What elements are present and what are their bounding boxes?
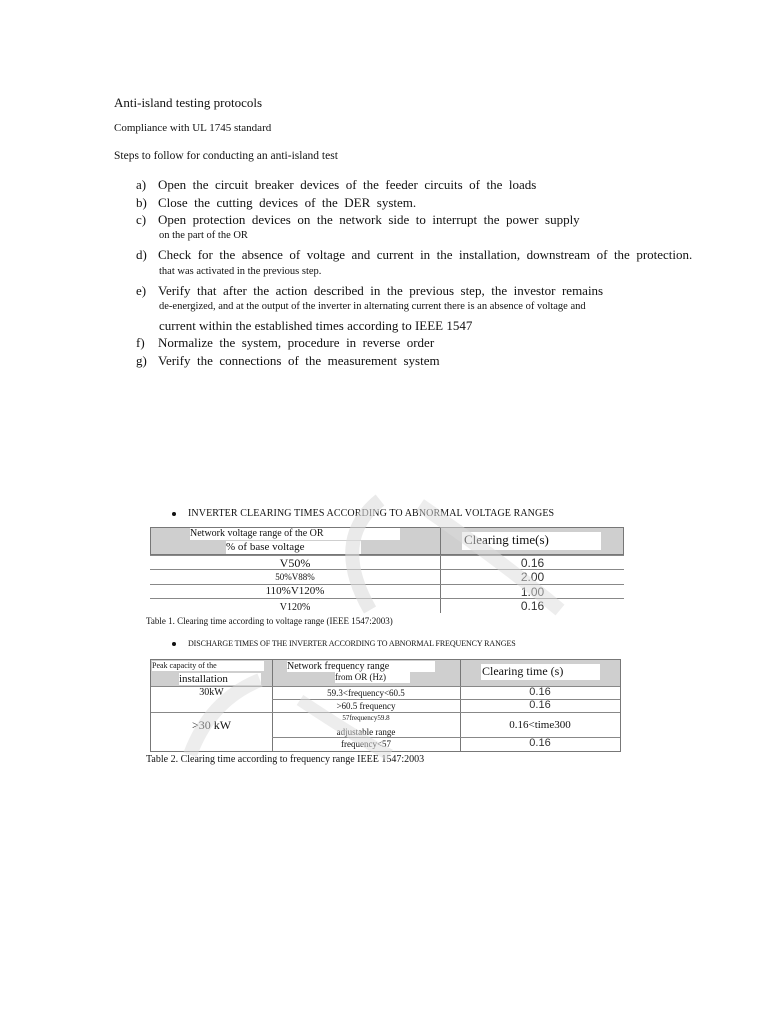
- header-col1-line1: Peak capacity of the: [152, 661, 264, 671]
- step-c: [136, 212, 580, 228]
- step-e: [136, 283, 603, 299]
- capacity-cell: 30kW: [199, 687, 224, 698]
- clearing-time-cell: 2.00: [520, 570, 545, 584]
- frequency-range-note: adjustable range: [336, 727, 396, 737]
- step-label: g): [136, 353, 147, 368]
- header-left-line1: Network voltage range of the OR: [190, 528, 400, 540]
- clearing-time-cell: 0.16: [529, 737, 551, 749]
- step-label: c): [136, 212, 147, 227]
- step-text: Check for the absence of voltage and current in the installation, downstream of the protection.: [158, 247, 693, 262]
- frequency-range-cell: 57frequency59.8: [342, 714, 390, 722]
- header-right: Clearing time(s): [462, 532, 601, 550]
- step-label: b): [136, 195, 147, 210]
- step-label: f): [136, 335, 145, 350]
- steps-heading: Steps to follow for conducting an anti-island test: [114, 150, 338, 162]
- table2-caption: Table 2. Clearing time according to frequency range IEEE 1547:2003: [146, 754, 425, 765]
- step-label: d): [136, 247, 147, 262]
- clearing-time-cell: 0.16<time300: [509, 719, 571, 731]
- step-text: Normalize the system, procedure in reverse order: [158, 335, 435, 350]
- clearing-time-cell: 1.00: [520, 585, 545, 599]
- capacity-cell: >30 kW: [191, 718, 232, 732]
- clearing-time-cell: 0.16: [529, 699, 551, 711]
- header-col3: Clearing time (s): [481, 664, 600, 680]
- section1-heading: [172, 508, 554, 519]
- step-f: [136, 335, 434, 351]
- frequency-range-cell: >60.5 frequency: [336, 701, 396, 711]
- frequency-range-cell: frequency<57: [340, 739, 392, 749]
- step-text: Open the circuit breaker devices of the feeder circuits of the loads: [158, 177, 537, 192]
- header-col1-line2: installation: [179, 673, 261, 685]
- step-e-continuation-1: de-energized, and at the output of the inverter in alternating current there is an absence of voltage and: [159, 301, 586, 312]
- clearing-time-cell: 0.16: [520, 599, 545, 613]
- clearing-time-cell: 0.16: [529, 686, 551, 698]
- step-text: Close the cutting devices of the DER system.: [158, 195, 417, 210]
- section2-heading: [172, 639, 516, 648]
- frequency-range-cell: 59.3<frequency<60.5: [327, 688, 405, 698]
- voltage-range-cell: 50%V88%: [275, 572, 315, 582]
- step-g: [136, 353, 440, 369]
- header-col2-line2: from OR (Hz): [335, 672, 410, 683]
- step-text: Verify the connections of the measurement system: [158, 353, 440, 368]
- step-d: [136, 247, 692, 263]
- step-d-continuation: that was activated in the previous step.: [159, 266, 322, 277]
- frequency-clearing-table: [150, 659, 621, 752]
- bullet-icon: [172, 512, 176, 516]
- step-a: [136, 177, 536, 193]
- document-title: Anti-island testing protocols: [114, 95, 263, 110]
- clearing-time-cell: 0.16: [520, 556, 545, 570]
- header-col2-line1: Network frequency range: [287, 661, 435, 672]
- section2-heading-text: DISCHARGE TIMES OF THE INVERTER ACCORDING TO ABNORMAL FREQUENCY RANGES: [188, 639, 516, 648]
- voltage-clearing-table: [150, 527, 624, 613]
- bullet-icon: [172, 642, 176, 646]
- step-label: a): [136, 177, 147, 192]
- header-left-line2: % of base voltage: [226, 541, 361, 554]
- table1-caption: Table 1. Clearing time according to voltage range (IEEE 1547:2003): [146, 616, 393, 626]
- document-subtitle: Compliance with UL 1745 standard: [114, 122, 272, 134]
- voltage-range-cell: V50%: [279, 556, 311, 570]
- row-divider: [151, 712, 620, 713]
- step-text: Verify that after the action described in the previous step, the investor remains: [158, 283, 604, 298]
- step-b: [136, 195, 416, 211]
- step-text: Open protection devices on the network side to interrupt the power supply: [158, 212, 580, 227]
- voltage-range-cell: 110%V120%: [265, 585, 325, 597]
- step-label: e): [136, 283, 147, 298]
- voltage-range-cell: V120%: [279, 602, 311, 613]
- section1-heading-text: INVERTER CLEARING TIMES ACCORDING TO ABNORMAL VOLTAGE RANGES: [188, 508, 555, 519]
- step-e-continuation-2: current within the established times according to IEEE 1547: [159, 318, 473, 333]
- step-c-continuation: on the part of the OR: [159, 230, 248, 241]
